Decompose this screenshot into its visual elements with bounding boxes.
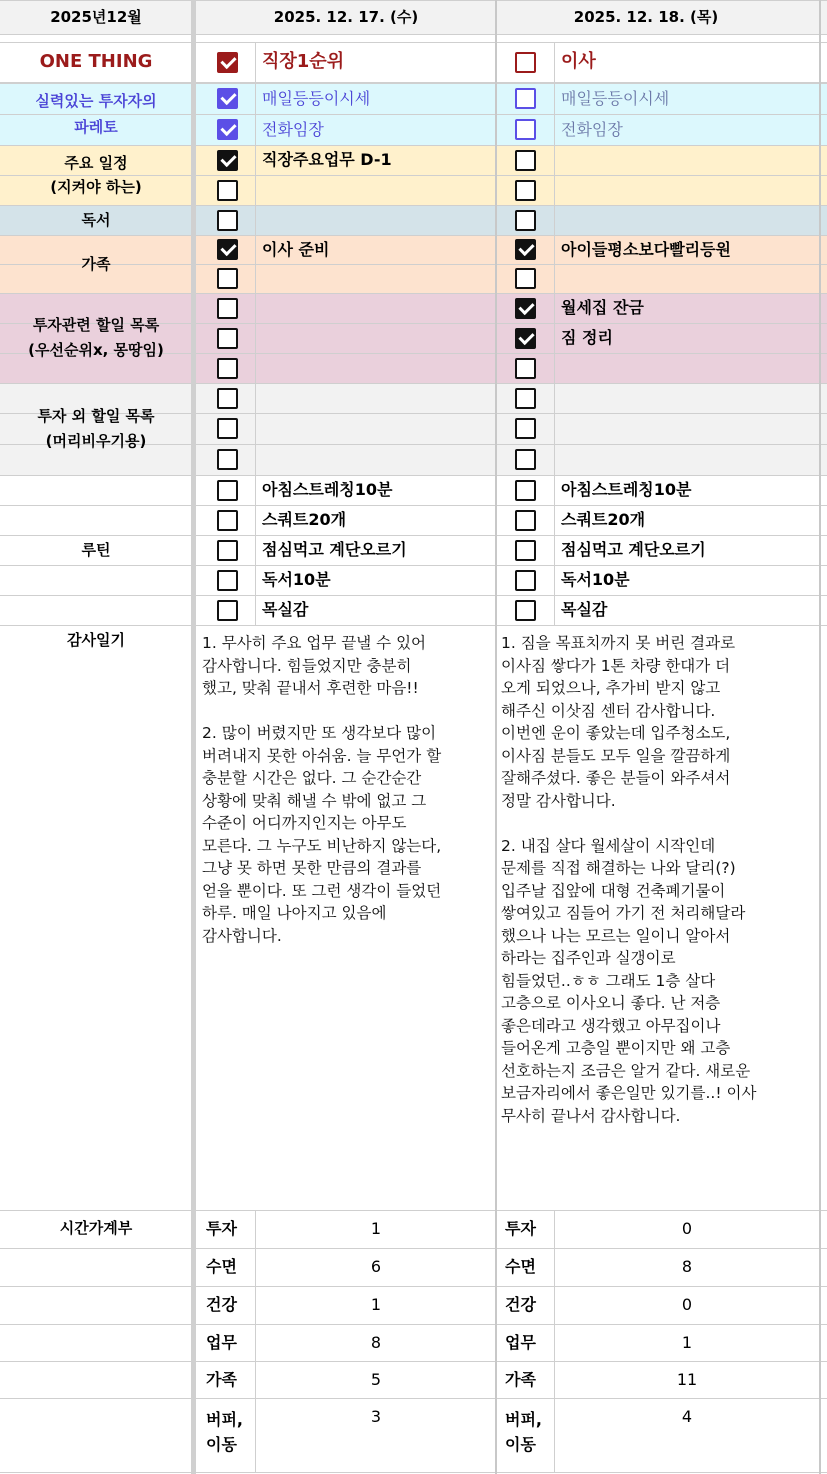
day2-routine-checkbox[interactable] [515, 600, 536, 621]
day1-one-thing-text[interactable]: 직장1순위 [262, 51, 345, 72]
grid-line-h [0, 1472, 827, 1473]
invest-todo-label: 투자관련 할일 목록 (우선순위x, 몽땅임) [28, 316, 164, 359]
day2-time-value[interactable]: 0 [681, 1219, 693, 1238]
routine-label: 루틴 [81, 541, 111, 559]
day2-pareto-checkbox[interactable] [515, 119, 536, 140]
day1-time-label: 업무 [206, 1333, 237, 1352]
day1-routine-checkbox[interactable] [217, 480, 238, 501]
grid-line-v [819, 0, 821, 1474]
day2-other-todo-checkbox[interactable] [515, 388, 536, 409]
day1-other-todo-checkbox[interactable] [217, 388, 238, 409]
day2-routine-checkbox[interactable] [515, 480, 536, 501]
grid-line-h [0, 1324, 827, 1325]
header-gap [0, 34, 827, 42]
day2-invest-todo-text[interactable]: 월세집 잔금 [561, 298, 644, 317]
day2-routine-checkbox[interactable] [515, 540, 536, 561]
day1-one-thing-checkbox[interactable] [217, 52, 238, 73]
day2-pareto-text[interactable]: 전화임장 [561, 119, 623, 139]
one-thing-label: ONE THING [39, 51, 153, 72]
day2-invest-todo-text[interactable]: 짐 정리 [561, 328, 613, 347]
day1-time-label: 수면 [206, 1257, 237, 1276]
day2-time-value[interactable]: 11 [676, 1370, 698, 1389]
day1-time-value[interactable]: 1 [370, 1295, 382, 1314]
day2-time-value[interactable]: 4 [681, 1407, 693, 1426]
grid-line-v [554, 1210, 555, 1472]
day2-other-todo-checkbox[interactable] [515, 449, 536, 470]
day2-time-label: 투자 [505, 1219, 536, 1238]
day2-time-label: 건강 [505, 1295, 536, 1314]
family-label: 가족 [81, 255, 111, 273]
day1-routine-text[interactable]: 아침스트레칭10분 [262, 480, 393, 499]
grid-line-h [0, 1361, 827, 1362]
day1-pareto-text[interactable]: 전화임장 [262, 119, 324, 139]
day2-routine-text[interactable]: 목실감 [561, 600, 608, 619]
day2-time-label: 가족 [505, 1370, 536, 1389]
day1-routine-text[interactable]: 스쿼트20개 [262, 510, 347, 529]
day2-invest-todo-checkbox[interactable] [515, 358, 536, 379]
day1-time-label: 투자 [206, 1219, 237, 1238]
day2-time-value[interactable]: 0 [681, 1295, 693, 1314]
day1-pareto-checkbox[interactable] [217, 119, 238, 140]
day2-other-todo-checkbox[interactable] [515, 418, 536, 439]
grid-line-h [0, 625, 827, 626]
day1-time-value[interactable]: 5 [370, 1370, 382, 1389]
grid-line-v [554, 42, 555, 625]
grid-line-h [0, 34, 827, 35]
grid-line-v [255, 42, 256, 625]
day2-routine-text[interactable]: 아침스트레칭10분 [561, 480, 692, 499]
day2-routine-text[interactable]: 독서10분 [561, 570, 630, 589]
day1-routine-checkbox[interactable] [217, 510, 238, 531]
day2-routine-text[interactable]: 스쿼트20개 [561, 510, 646, 529]
gratitude-label: 감사일기 [67, 631, 125, 649]
day2-family-text[interactable]: 아이들평소보다빨리등원 [561, 239, 732, 259]
day1-invest-todo-checkbox[interactable] [217, 328, 238, 349]
grid-line-v [255, 1210, 256, 1472]
reading-label: 독서 [81, 211, 111, 229]
day1-routine-text[interactable]: 목실감 [262, 600, 309, 619]
day2-time-value[interactable]: 1 [681, 1333, 693, 1352]
day1-schedule-checkbox[interactable] [217, 150, 238, 171]
grid-line-h [0, 1286, 827, 1287]
grid-line-h [0, 1210, 827, 1211]
day2-routine-checkbox[interactable] [515, 570, 536, 591]
day2-time-value[interactable]: 8 [681, 1257, 693, 1276]
day2-family-checkbox[interactable] [515, 268, 536, 289]
day1-time-label: 건강 [206, 1295, 237, 1314]
day2-gratitude: 1. 짐을 목표치까지 못 버린 결과로 이사짐 쌓다가 1톤 차량 한대가 더 오게 되었으나, 추가비 받지 않고 해주신 이삿짐 센터 감사합니다. 이번엔 운이 좋았는데 입주청소도, 이사짐 분들도 모두 일을 깔끔하게 잘해주셨다. 좋은 분들이 와주셔서 정말 감사합니다. 2. 내집 살다 월세살이 시작인데 문제를 직접 해결하는 나와 달리(?) 입주날 집앞에 대형 건축폐기물이 쌓여있고 짐들어 가기 전 처리해달라 했으나 나는 모르는 일이니 알아서 하라는 집주인과 실갱이로 힘들었던..ㅎㅎ 그래도 1층 살다 고층으로 이사오니 좋다. 난 저층 좋은데라고 생각했고 아무집이나 들어온게 고층일 뿐이지만 왜 고층 선호하는지 조금은 알거 같다. 새로운 보금자리에서 좋은일만 있기를..! 이사 무사히 끝나서 감사합니다. [501, 634, 757, 1125]
day1-pareto-text[interactable]: 매일등등이시세 [262, 88, 371, 108]
day1-routine-checkbox[interactable] [217, 600, 238, 621]
day1-header: 2025. 12. 17. (수) [273, 8, 419, 26]
day2-reading-checkbox[interactable] [515, 210, 536, 231]
schedule-label: 주요 일정 (지켜야 하는) [50, 154, 142, 196]
day1-time-label: 가족 [206, 1370, 237, 1389]
month-label: 2025년12월 [50, 8, 142, 26]
day2-one-thing-checkbox[interactable] [515, 52, 536, 73]
day2-one-thing-text[interactable]: 이사 [561, 51, 596, 72]
day1-routine-text[interactable]: 점심먹고 계단오르기 [262, 540, 407, 559]
day1-time-value[interactable]: 3 [370, 1407, 382, 1426]
day1-other-todo-checkbox[interactable] [217, 418, 238, 439]
day2-routine-text[interactable]: 점심먹고 계단오르기 [561, 540, 706, 559]
day2-family-checkbox[interactable] [515, 239, 536, 260]
day2-time-label: 버퍼, 이동 [505, 1410, 542, 1454]
day1-pareto-checkbox[interactable] [217, 88, 238, 109]
day1-schedule-checkbox[interactable] [217, 180, 238, 201]
day2-pareto-text[interactable]: 매일등등이시세 [561, 88, 670, 108]
day2-invest-todo-checkbox[interactable] [515, 298, 536, 319]
day1-family-text[interactable]: 이사 준비 [262, 239, 330, 259]
day1-family-checkbox[interactable] [217, 239, 238, 260]
day2-invest-todo-checkbox[interactable] [515, 328, 536, 349]
day1-schedule-text[interactable]: 직장주요업무 D-1 [262, 150, 392, 169]
pareto-label: 실력있는 투자자의 파레토 [35, 92, 157, 136]
other-todo-label: 투자 외 할일 목록 (머리비우기용) [37, 407, 155, 450]
time-ledger-label: 시간가계부 [59, 1219, 133, 1237]
day2-pareto-checkbox[interactable] [515, 88, 536, 109]
day1-invest-todo-checkbox[interactable] [217, 298, 238, 319]
day1-time-label: 버퍼, 이동 [206, 1410, 243, 1454]
day2-time-label: 업무 [505, 1333, 536, 1352]
day1-time-value[interactable]: 8 [370, 1333, 382, 1352]
day2-schedule-checkbox[interactable] [515, 150, 536, 171]
day1-reading-checkbox[interactable] [217, 210, 238, 231]
day2-routine-checkbox[interactable] [515, 510, 536, 531]
day2-schedule-checkbox[interactable] [515, 180, 536, 201]
day2-header: 2025. 12. 18. (목) [573, 8, 719, 26]
day1-routine-checkbox[interactable] [217, 540, 238, 561]
grid-line-h [0, 1398, 827, 1399]
grid-line-h [0, 1248, 827, 1249]
day1-time-value[interactable]: 6 [370, 1257, 382, 1276]
day1-time-value[interactable]: 1 [370, 1219, 382, 1238]
day1-gratitude: 1. 무사히 주요 업무 끝낼 수 있어 감사합니다. 힘들었지만 충분히 했고, 맞춰 끝내서 후련한 마음!! 2. 많이 버렸지만 또 생각보다 많이 버려내지 못한 아쉬움. 늘 무언가 할 충분할 시간은 없다. 그 순간순간 상황에 맞춰 해낼 수 밖에 없고 그 수준이 어디까지인지는 아무도 모른다. 그 누구도 비난하지 않는다, 그냥 못 하면 못한 만큼의 결과를 얻을 뿐이다. 또 그런 생각이 들었던 하루. 매일 나아지고 있음에 감사합니다. [202, 634, 442, 945]
day1-routine-checkbox[interactable] [217, 570, 238, 591]
day1-other-todo-checkbox[interactable] [217, 449, 238, 470]
grid-line-v [495, 0, 497, 1474]
day1-routine-text[interactable]: 독서10분 [262, 570, 331, 589]
day1-family-checkbox[interactable] [217, 268, 238, 289]
day2-time-label: 수면 [505, 1257, 536, 1276]
day1-invest-todo-checkbox[interactable] [217, 358, 238, 379]
